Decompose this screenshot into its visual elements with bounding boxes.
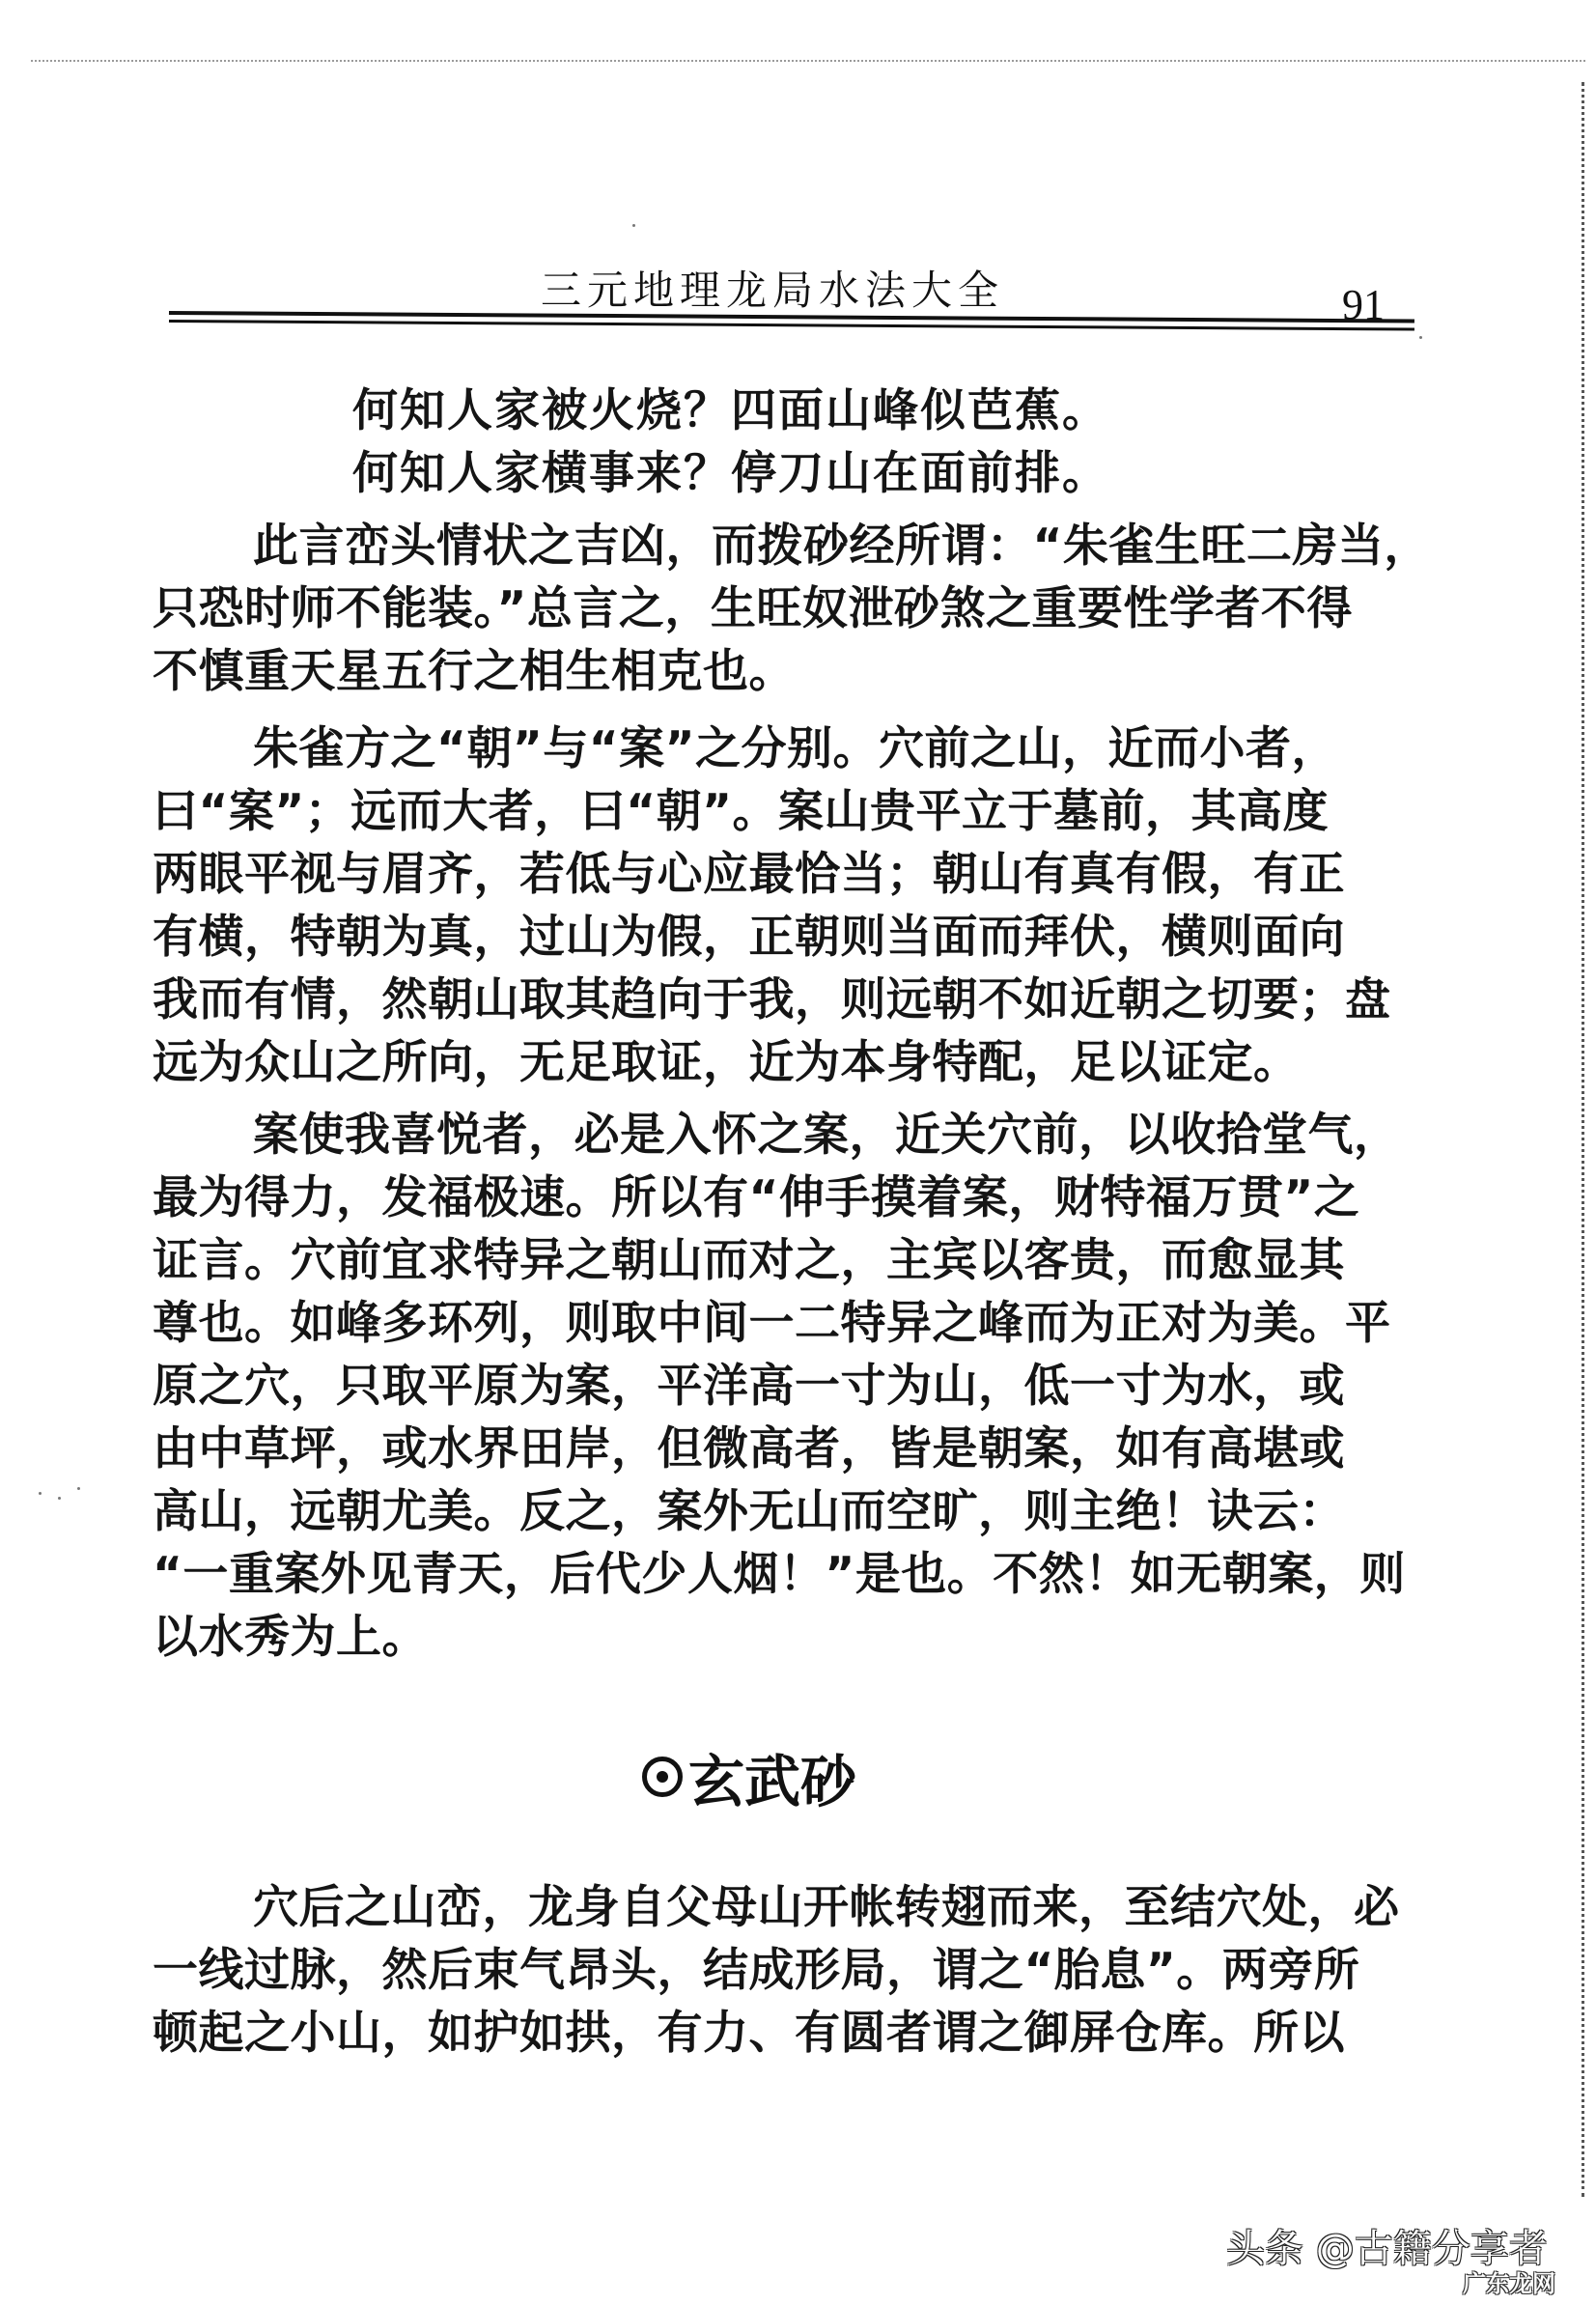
paragraph-3-line: 证言。穴前宜求特异之朝山而对之，主宾以客贵，而愈显其 (153, 1234, 1345, 1287)
paragraph-2-line: 我而有情，然朝山取其趋向于我，则远朝不如近朝之切要；盘 (153, 973, 1391, 1026)
circle-dot-icon (642, 1757, 683, 1797)
watermark-toutiao: 头条 @古籍分享者 (1226, 2227, 1548, 2271)
scan-speckle (39, 1492, 42, 1495)
paragraph-1-line: 此言峦头情状之吉凶，而拨砂经所谓：“朱雀生旺二房当， (253, 520, 1430, 573)
paragraph-3-line: “一重案外见青天，后代少人烟！”是也。不然！如无朝案，则 (153, 1548, 1406, 1601)
paragraph-3-line: 高山，远朝尤美。反之，案外无山而空旷，则主绝！诀云： (153, 1485, 1345, 1538)
paragraph-3-line: 由中草坪，或水界田岸，但微高者，皆是朝案，如有高堪或 (153, 1422, 1345, 1476)
verse-line: 何知人家横事来？停刀山在面前排。 (352, 447, 1109, 500)
section-line: 穴后之山峦，龙身自父母山开帐转翅而来，至结穴处，必 (253, 1881, 1400, 1934)
paragraph-2-line: 有横，特朝为真，过山为假，正朝则当面而拜伏，横则面向 (153, 911, 1345, 964)
paragraph-2-line: 远为众山之所向，无足取证，近为本身特配，足以证定。 (153, 1036, 1300, 1089)
scan-speckle (1419, 336, 1422, 339)
paragraph-3-line: 案使我喜悦者，必是入怀之案，近关穴前，以收拾堂气， (253, 1109, 1400, 1162)
section-heading (642, 1736, 856, 1817)
scan-speckle (77, 1487, 80, 1490)
paragraph-2-line: 朱雀方之“朝”与“案”之分别。穴前之山，近而小者， (253, 722, 1338, 775)
paragraph-3-line: 以水秀为上。 (153, 1611, 428, 1664)
paragraph-3-line: 原之穴，只取平原为案，平洋高一寸为山，低一寸为水，或 (153, 1360, 1345, 1413)
paragraph-2-line: 两眼平视与眉齐，若低与心应最恰当；朝山有真有假，有正 (153, 848, 1345, 901)
watermark-site: 广东龙网 (1463, 2270, 1555, 2297)
paragraph-2-line: 曰“案”；远而大者，曰“朝”。案山贵平立于墓前，其高度 (153, 785, 1330, 838)
scan-speckle (58, 1497, 61, 1500)
page-number: 91 (1342, 281, 1385, 328)
verse-line: 何知人家被火烧？四面山峰似芭蕉。 (352, 384, 1109, 437)
paragraph-1-line: 只恐时师不能装。”总言之，生旺奴泄砂煞之重要性学者不得 (153, 582, 1353, 635)
section-line: 一线过脉，然后束气昂头，结成形局，谓之“胎息”。两旁所 (153, 1944, 1360, 1997)
section-line: 顿起之小山，如护如拱，有力、有圆者谓之御屏仓库。所以 (153, 2007, 1345, 2060)
scan-top-edge (31, 60, 1585, 62)
paragraph-3-line: 尊也。如峰多环列，则取中间一二特异之峰而为正对为美。平 (153, 1297, 1391, 1350)
paragraph-1-line: 不慎重天星五行之相生相克也。 (153, 645, 795, 698)
paragraph-3-line: 最为得力，发福极速。所以有“伸手摸着案，财特福万贯”之 (153, 1171, 1360, 1224)
running-title: 三元地理龙局水法大全 (541, 267, 1005, 314)
scan-speckle (632, 224, 635, 227)
scan-right-edge (1582, 82, 1584, 2197)
section-heading-text: 玄武砂 (688, 1749, 857, 1814)
